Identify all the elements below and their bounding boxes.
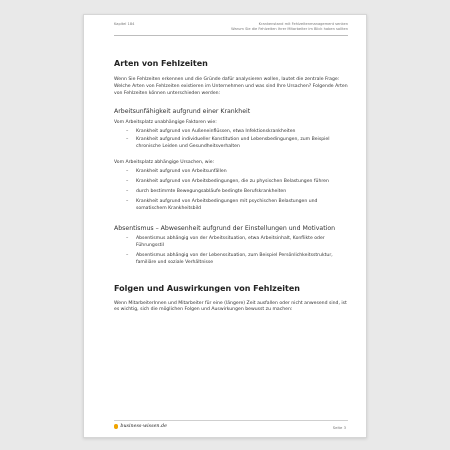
page-number: Seite 3 (332, 425, 346, 430)
list-unabhaengige-faktoren (126, 129, 348, 150)
list-absentismus (126, 236, 348, 266)
list-item: – Krankheit aufgrund von Außeneinflüssen, etwa Infektionskrankheiten (126, 129, 348, 136)
section-intro-arten: Wenn Sie Fehlzeiten erkennen und die Gründe dafür analysieren wollen, lautet die zentrale Frage: Welche Arten von Fehlzeiten existieren im Unternehmen und was sind Ihre Ursachen? Folgende Arten von Fehlzeiten können unterschieden werden: (114, 77, 348, 96)
logo-dot-icon (114, 424, 118, 428)
section-intro-folgen: Wenn MitarbeiterInnen und Mitarbeiter für eine (längere) Zeit ausfallen oder nicht anwesend sind, ist es wichtig, sich die möglichen Folgen und Auswirkungen bewusst zu machen: (114, 300, 347, 313)
list-item: – Krankheit aufgrund von Arbeitsbedingungen mit psychischen Belastungen und somatischem Krankheitsbild (126, 199, 348, 213)
list-item: – Krankheit aufgrund von Arbeitsbedingungen, die zu physischen Belastungen führen (126, 179, 348, 186)
list-item: – Absentismus abhängig von der Arbeitssituation, etwa Arbeitsinhalt, Konflikte oder Führungsstil (126, 236, 348, 250)
list-item: – Krankheit aufgrund individueller Konstitution und Lebensbedingungen, zum Beispiel chronische Leiden und Gesundheitsverhalten (126, 137, 348, 151)
logo-text: business-wissen.de (120, 424, 167, 429)
list-item: – durch bestimmte Bewegungsabläufe bedingte Berufskrankheiten (126, 189, 348, 196)
header-title (231, 22, 348, 32)
section-heading-arten: Arten von Fehlzeiten (114, 59, 208, 68)
page-content (114, 59, 348, 314)
subheading-arbeitsunfaehigkeit: Arbeitsunfähigkeit aufgrund einer Krankheit (114, 108, 251, 116)
lead-unabhaengige-faktoren: Vom Arbeitsplatz unabhängige Faktoren wie: (114, 120, 217, 126)
lead-abhaengige-ursachen: Vom Arbeitsplatz abhängige Ursachen, wie: (114, 159, 215, 165)
list-item: – Krankheit aufgrund von Arbeitsunfällen (126, 169, 348, 176)
header-chapter: Kapitel 184 (114, 22, 135, 26)
header-title-line-1: Krankenstand mit Fehlzeitenmanagement senken (258, 22, 348, 26)
list-item: – Absentismus abhängig von der Lebenssituation, zum Beispiel Persönlichkeitsstruktur, familiäre und soziale Verhältnisse (126, 253, 348, 267)
subheading-absentismus: Absentismus – Abwesenheit aufgrund der Einstellungen und Motivation (114, 225, 336, 233)
section-heading-folgen: Folgen und Auswirkungen von Fehlzeiten (114, 283, 300, 293)
header-divider (114, 35, 348, 36)
footer-divider (114, 420, 348, 421)
document-page (83, 14, 367, 438)
list-abhaengige-ursachen (126, 169, 348, 212)
header-title-line-2: Warum Sie die Fehlzeiten Ihrer Mitarbeiter im Blick haben sollten (231, 27, 348, 31)
footer-logo (114, 424, 167, 429)
